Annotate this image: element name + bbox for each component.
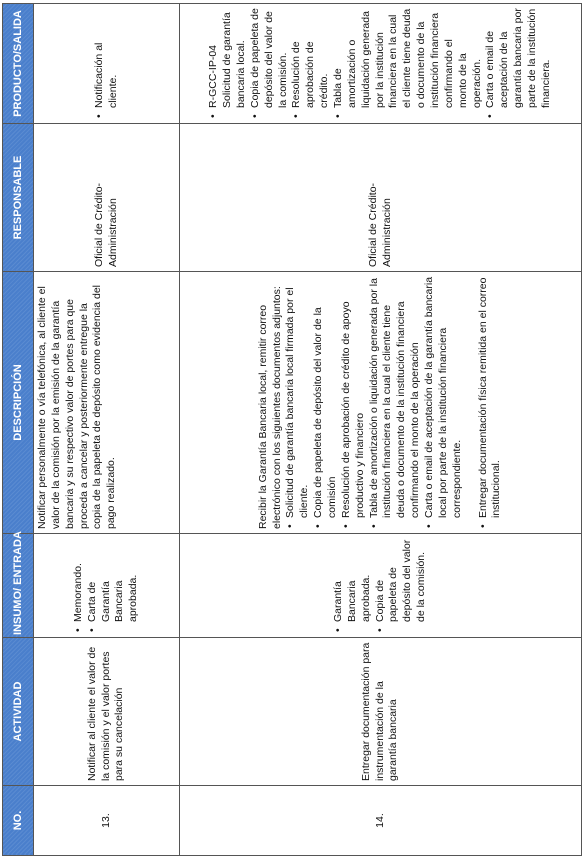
row-number: 13. — [34, 786, 180, 856]
activity-cell: Notificar al cliente el valor de la comisión y el valor portes para su cancelación — [34, 638, 180, 786]
list-item: • Tabla de amortización o liquidación generada por la institución financiera en la cual el cliente tiene deuda o documento de la institución financiera confirmando el monto de la operación — [368, 276, 423, 518]
header-insumo: INSUMO/ ENTRADA — [3, 534, 34, 638]
input-cell — [180, 534, 582, 638]
output-cell — [180, 4, 582, 124]
list-item: • Copia de papeleta de depósito del valor de la comisión. — [249, 8, 291, 108]
table-row — [34, 4, 180, 856]
output-cell — [34, 4, 180, 124]
list-item: • Tabla de amortización o liquidación generada por la institución financiera en la cual el cliente tiene deuda o documento de la institución financiera confirmando el monto de la operación. — [332, 8, 484, 108]
procedure-table — [2, 3, 582, 856]
row-number: 14. — [180, 786, 582, 856]
description-cell: Notificar personalmente o vía telefónica, al cliente el valor de la comisión por la emisión de la garantía bancaria y su respectivo valor de portes para que proceda a cancelar y posteriormente entregue la copia de la papeleta de depósito como evidencia del pago realizado. — [34, 272, 180, 534]
list-item: • Copia de papeleta de depósito del valor de la comisión. — [374, 538, 429, 622]
responsible-cell: Oficial de Crédito- Administración — [180, 124, 582, 272]
list-item: • R-GCC-IP-04 Solicitud de garantía bancaria local. — [207, 8, 249, 108]
list-item: • Solicitud de garantía bancaria local firmada por el cliente. — [284, 276, 312, 518]
header-descripcion: DESCRIPCIÓN — [3, 272, 34, 534]
input-cell — [34, 534, 180, 638]
list-item: • Resolución de aprobación de crédito de apoyo productivo y financiero — [340, 276, 368, 518]
list-item: • Copia de papeleta de depósito del valor de la comisión — [312, 276, 340, 518]
header-responsable: RESPONSABLE — [3, 124, 34, 272]
header-no: NO. — [3, 786, 34, 856]
list-item: • Entregar documentación física remitida en el correo institucional. — [477, 276, 505, 518]
list-item: • Notificación al cliente. — [93, 8, 121, 108]
list-item: • Memorando. — [72, 538, 86, 622]
list-item: • Carta o email de aceptación de la garantía bancaria local por parte de la institución financiera correspondiente. — [423, 276, 465, 518]
list-item: • Resolución de aprobación de crédito. — [290, 8, 332, 108]
table-row — [180, 4, 582, 856]
header-actividad: ACTIVIDAD — [3, 638, 34, 786]
description-intro: Recibir la Garantía Bancaria local, remitir correo electrónico con los siguientes documentos adjuntos: — [256, 286, 283, 529]
list-item: • Garantía Bancaria aprobada. — [332, 538, 374, 622]
list-item: • Carta de Garantía Bancaria aprobada. — [86, 538, 141, 622]
list-item: • Carta o email de aceptación de la garantía bancaria por parte de la institución financiera. — [484, 8, 553, 108]
table-header-row — [3, 4, 34, 856]
activity-cell: Entregar documentación para instrumentación de la garantía bancaria — [180, 638, 582, 786]
header-producto: PRODUCTO/SALIDA — [3, 4, 34, 124]
responsible-cell: Oficial de Crédito- Administración — [34, 124, 180, 272]
description-cell — [180, 272, 582, 534]
